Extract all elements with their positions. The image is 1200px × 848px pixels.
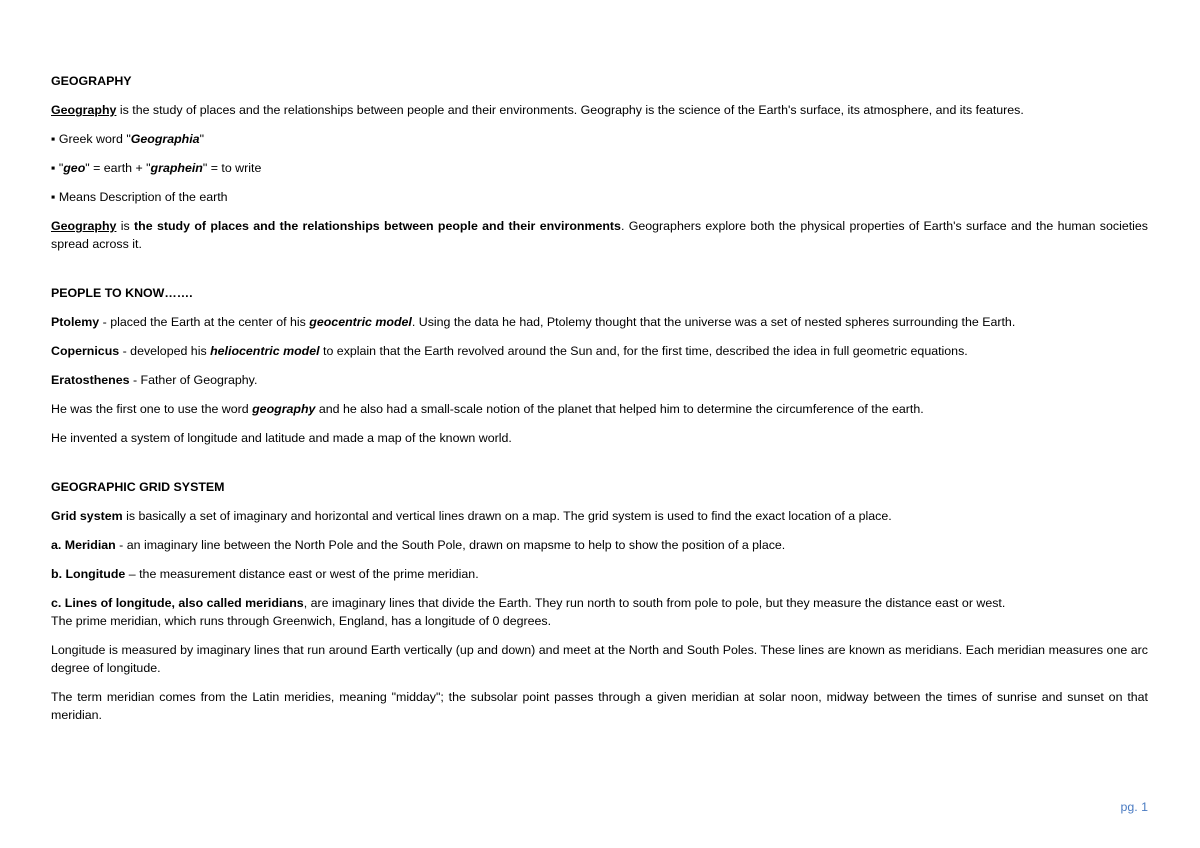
invented-paragraph: He invented a system of longitude and latitude and made a map of the known world. [51, 431, 512, 445]
heading-grid-system: GEOGRAPHIC GRID SYSTEM [51, 480, 225, 494]
longitude-paragraph: b. Longitude – the measurement distance east or west of the prime meridian. [51, 567, 479, 581]
bullet-etymology: ▪ "geo" = earth + "graphein" = to write [51, 161, 262, 175]
ptolemy-paragraph: Ptolemy - placed the Earth at the center of his geocentric model. Using the data he had, Ptolemy thought that the universe was a set of nested spheres surrounding the Earth. [51, 315, 1016, 329]
bullet-meaning: ▪ Means Description of the earth [51, 190, 228, 204]
geography-definition-2: Geography is the study of places and the relationships between people and their environments. Geographers explore both the physical properties of Earth's surface and the human societies spread across it. [51, 219, 1148, 251]
page-content [51, 72, 1148, 735]
geography-definition: Geography is the study of places and the relationships between people and their environments. Geography is the science of the Earth's surface, its atmosphere, and its features. [51, 103, 1024, 117]
prime-meridian-paragraph: The prime meridian, which runs through Greenwich, England, has a longitude of 0 degrees. [51, 614, 552, 628]
longitude-measured-paragraph: Longitude is measured by imaginary lines that run around Earth vertically (up and down) and meet at the North and South Poles. These lines are known as meridians. Each meridian measures one arc degree of longitude. [51, 643, 1148, 675]
page-number: pg. 1 [1120, 800, 1148, 814]
lines-of-longitude-paragraph: c. Lines of longitude, also called meridians, are imaginary lines that divide the Earth. They run north to south from pole to pole, but they measure the distance east or west. [51, 596, 1006, 610]
term-geography-2: Geography [51, 219, 117, 233]
term-geography: Geography [51, 103, 117, 117]
meridian-paragraph: a. Meridian - an imaginary line between the North Pole and the South Pole, drawn on mapsme to help to show the position of a place. [51, 538, 786, 552]
bullet-greek-word: ▪ Greek word "Geographia" [51, 132, 204, 146]
copernicus-paragraph: Copernicus - developed his heliocentric model to explain that the Earth revolved around the Sun and, for the first time, described the idea in full geometric equations. [51, 344, 968, 358]
heading-geography: GEOGRAPHY [51, 74, 132, 88]
heading-people-to-know: PEOPLE TO KNOW……. [51, 286, 193, 300]
meridian-term-paragraph: The term meridian comes from the Latin meridies, meaning "midday"; the subsolar point passes through a given meridian at solar noon, midway between the times of sunrise and sunset on that meridian. [51, 690, 1148, 722]
eratosthenes-paragraph: Eratosthenes - Father of Geography. [51, 373, 258, 387]
first-word-paragraph: He was the first one to use the word geography and he also had a small-scale notion of the planet that helped him to determine the circumference of the earth. [51, 402, 924, 416]
grid-system-paragraph: Grid system is basically a set of imaginary and horizontal and vertical lines drawn on a map. The grid system is used to find the exact location of a place. [51, 509, 892, 523]
